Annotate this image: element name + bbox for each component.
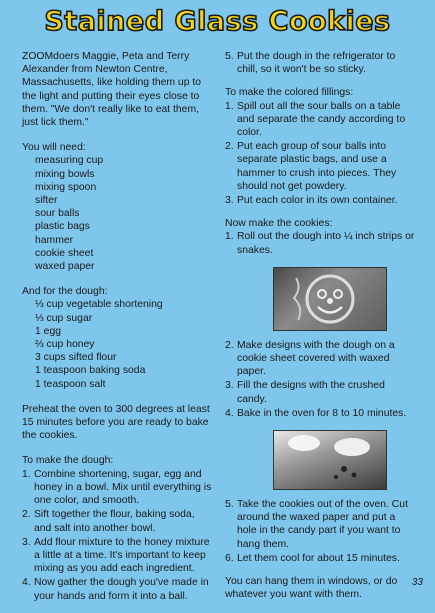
list-item: cookie sheet [35,247,94,259]
make-dough-steps-left [22,468,212,603]
left-column [22,50,212,613]
list-item: ⅔ cup honey [35,339,95,351]
step-item [225,140,415,193]
cookies-heading: Now make the cookies: [225,218,333,230]
list-item: waxed paper [35,261,95,273]
step-item [225,498,415,551]
step-text: Spill out all the sour balls on a table and separate the candy according to color. [237,100,406,139]
step-number: 6. [225,552,234,564]
step-text: Add flour mixture to the honey mixture a little at a time. It's important to keep mixing as you add each ingredient. [34,536,210,575]
step-text: Put each color in its own container. [237,195,398,207]
list-item: measuring cup [35,155,104,167]
step-text: Take the cookies out of the oven. Cut around the waxed paper and put a hole in the candy part if you want to hang them. [237,499,408,550]
cookies-steps-c [225,498,415,565]
list-item: ⅓ cup sugar [35,312,93,324]
step-text: Make designs with the dough on a cookie sheet covered with waxed paper. [237,339,395,378]
make-dough-steps-right [225,50,415,76]
step-item [225,379,415,405]
clown-face-image [274,268,386,330]
list-item: plastic bags [35,221,90,233]
step-text: Put the dough in the refrigerator to chill, so it won't be so sticky. [237,51,396,76]
clown-cookie-photo [273,267,387,331]
cookies-steps-a [225,230,415,256]
step-number: 5. [225,51,234,62]
page-title: Stained Glass Cookies [44,6,391,37]
list-item: sour balls [35,208,80,220]
fillings-heading: To make the colored fillings: [225,87,354,99]
step-text: Let them cool for about 15 minutes. [237,552,400,564]
step-item [22,576,212,602]
need-heading: You will need: [22,142,86,154]
step-item [225,50,415,76]
step-item [225,230,415,256]
step-number: 2. [225,339,234,351]
need-list [22,154,212,273]
closing-paragraph: You can hang them in windows, or do whatever you want with them. [225,576,398,601]
hands-cookies-image [274,431,386,489]
step-text: Roll out the dough into ¼ inch strips or snakes. [237,231,415,256]
list-item: 1 teaspoon baking soda [35,365,146,377]
step-number: 3. [225,380,234,392]
step-text: Now gather the dough you've made in your hands and form it into a ball. [34,577,209,602]
list-item: mixing bowls [35,168,95,180]
list-item: 1 egg [35,325,62,337]
step-item [225,339,415,379]
step-number: 2. [225,141,234,153]
step-number: 1. [22,468,31,480]
intro-paragraph: ZOOMdoers Maggie, Peta and Terry Alexander from Newton Centre, Massachusetts, like holding them up to the light and putting their eyes close to them. "We don't really like to eat them, just lick them." [22,51,202,129]
step-text: Bake in the oven for 8 to 10 minutes. [237,407,407,419]
step-item [225,100,415,140]
fillings-steps [225,100,415,208]
dough-list [22,298,212,390]
step-text: Put each group of sour balls into separate plastic bags, and use a hammer to crush into pieces. They should not get powdery. [237,141,397,192]
step-number: 1. [225,231,234,243]
list-item: 3 cups sifted flour [35,352,117,364]
step-number: 5. [225,499,234,511]
list-item: 1 teaspoon salt [35,378,106,390]
page-number: 33 [411,577,423,588]
preheat-paragraph: Preheat the oven to 300 degrees at least 15 minutes before you are ready to bake the cookies. [22,403,210,442]
step-number: 3. [22,536,31,548]
list-item: sifter [35,195,58,207]
list-item: ⅓ cup vegetable shortening [35,299,163,311]
step-item [225,552,415,565]
step-number: 4. [225,407,234,419]
step-number: 4. [22,577,31,589]
make-dough-heading: To make the dough: [22,455,114,467]
cookies-steps-b [225,339,415,420]
dough-heading: And for the dough: [22,286,108,298]
step-text: Sift together the flour, baking soda, and salt into another bowl. [34,509,195,534]
step-number: 1. [225,100,234,112]
step-number: 3. [225,195,234,207]
step-text: Fill the designs with the crushed candy. [237,380,385,405]
step-item [22,508,212,534]
step-item [225,194,415,207]
step-item [22,536,212,576]
step-number: 2. [22,509,31,521]
step-item [225,407,415,420]
list-item: hammer [35,234,74,246]
list-item: mixing spoon [35,181,97,193]
cookie-sheet-photo [273,430,387,490]
step-text: Combine shortening, sugar, egg and honey in a bowl. Mix until everything is one color, and smooth. [34,468,212,507]
step-item [22,468,212,508]
right-column [225,50,415,613]
